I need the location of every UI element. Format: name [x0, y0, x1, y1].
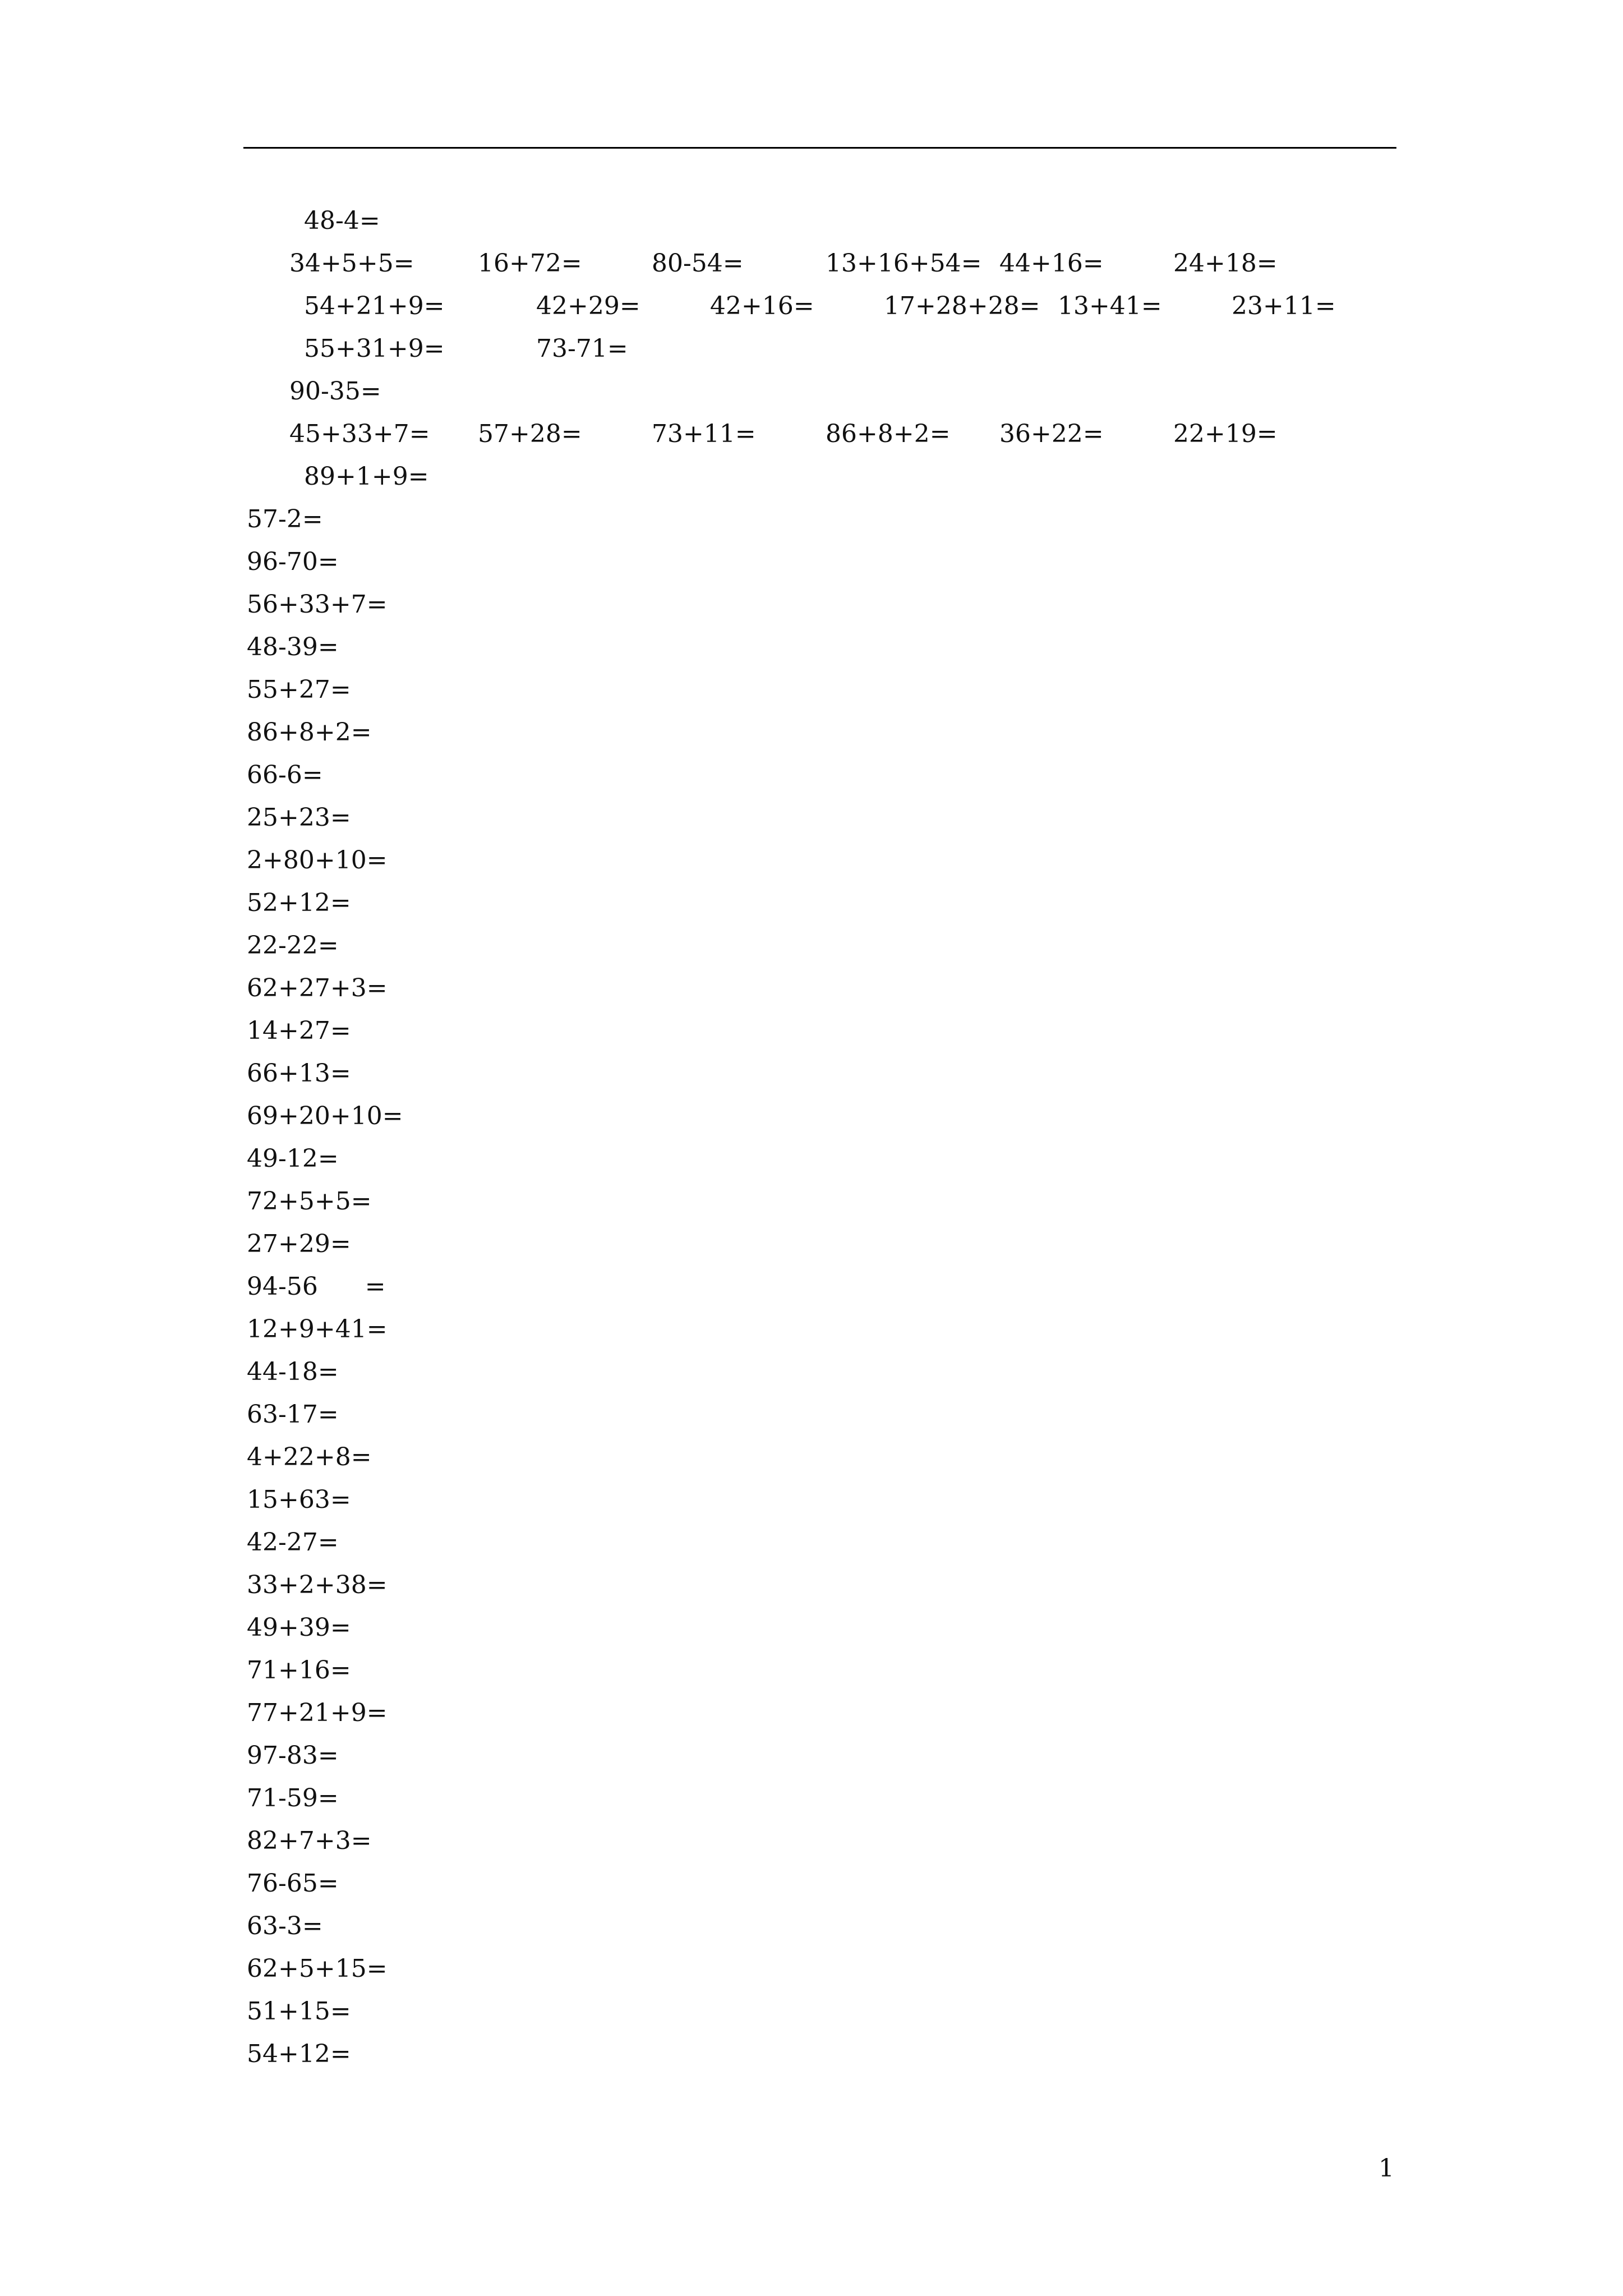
problem: 73+11=	[652, 420, 756, 448]
list-item: 97-83=	[247, 1741, 339, 1770]
problem: 73-71=	[536, 334, 628, 363]
problem: 89+1+9=	[304, 462, 429, 491]
list-item: 48-39=	[247, 633, 339, 661]
problem: 42+29=	[536, 292, 640, 320]
list-item: 56+33+7=	[247, 590, 388, 619]
list-item: 66+13=	[247, 1059, 351, 1088]
header-row-1	[0, 200, 1623, 242]
list-item: 77+21+9=	[247, 1699, 388, 1727]
list-item: 22-22=	[247, 931, 339, 960]
problem: 17+28+28=	[884, 292, 1040, 320]
list-item: 94-56 =	[247, 1272, 386, 1301]
problem: 45+33+7=	[289, 420, 430, 448]
list-item: 63-3=	[247, 1912, 323, 1940]
problem: 23+11=	[1232, 292, 1336, 320]
problem: 48-4=	[304, 206, 380, 235]
list-item: 62+27+3=	[247, 974, 388, 1002]
problem: 22+19=	[1173, 420, 1278, 448]
list-item: 51+15=	[247, 1997, 351, 2026]
problem: 80-54=	[652, 249, 744, 278]
list-item: 96-70=	[247, 547, 339, 576]
list-item: 14+27=	[247, 1016, 351, 1045]
list-item: 69+20+10=	[247, 1102, 403, 1130]
problem: 54+21+9=	[304, 292, 445, 320]
header-row-6	[0, 413, 1623, 455]
problem: 16+72=	[478, 249, 582, 278]
list-item: 71-59=	[247, 1784, 339, 1812]
list-item: 27+29=	[247, 1230, 351, 1258]
list-item: 33+2+38=	[247, 1571, 388, 1599]
list-item: 76-65=	[247, 1869, 339, 1898]
list-item: 71+16=	[247, 1656, 351, 1685]
list-item: 49+39=	[247, 1613, 351, 1642]
list-item: 86+8+2=	[247, 718, 372, 747]
list-item: 55+27=	[247, 675, 351, 704]
list-item: 52+12=	[247, 889, 351, 917]
list-item: 49-12=	[247, 1144, 339, 1173]
problem: 34+5+5=	[289, 249, 414, 278]
list-item: 42-27=	[247, 1528, 339, 1557]
list-item: 82+7+3=	[247, 1826, 372, 1855]
header-row-3	[0, 285, 1623, 328]
problem: 90-35=	[289, 377, 381, 406]
list-item: 54+12=	[247, 2040, 351, 2068]
problem: 44+16=	[999, 249, 1104, 278]
list-item: 72+5+5=	[247, 1187, 372, 1216]
list-item: 15+63=	[247, 1485, 351, 1514]
header-row-4	[0, 328, 1623, 370]
header-rule	[243, 147, 1396, 149]
list-item: 4+22+8=	[247, 1443, 372, 1471]
problem: 42+16=	[710, 292, 814, 320]
problem: 13+41=	[1058, 292, 1162, 320]
header-row-7	[0, 455, 1623, 498]
problem: 36+22=	[999, 420, 1104, 448]
list-item: 25+23=	[247, 803, 351, 832]
problem: 24+18=	[1173, 249, 1278, 278]
header-row-2	[0, 242, 1623, 285]
list-item: 44-18=	[247, 1358, 339, 1386]
list-item: 63-17=	[247, 1400, 339, 1429]
list-item: 12+9+41=	[247, 1315, 388, 1343]
list-item: 57-2=	[247, 505, 323, 533]
problem: 55+31+9=	[304, 334, 445, 363]
list-item: 62+5+15=	[247, 1954, 388, 1983]
header-row-5	[0, 370, 1623, 413]
problem: 13+16+54=	[826, 249, 982, 278]
list-item: 2+80+10=	[247, 846, 388, 875]
page-number: 1	[1378, 2154, 1394, 2183]
problem: 57+28=	[478, 420, 582, 448]
problem: 86+8+2=	[826, 420, 951, 448]
list-item: 66-6=	[247, 761, 323, 789]
